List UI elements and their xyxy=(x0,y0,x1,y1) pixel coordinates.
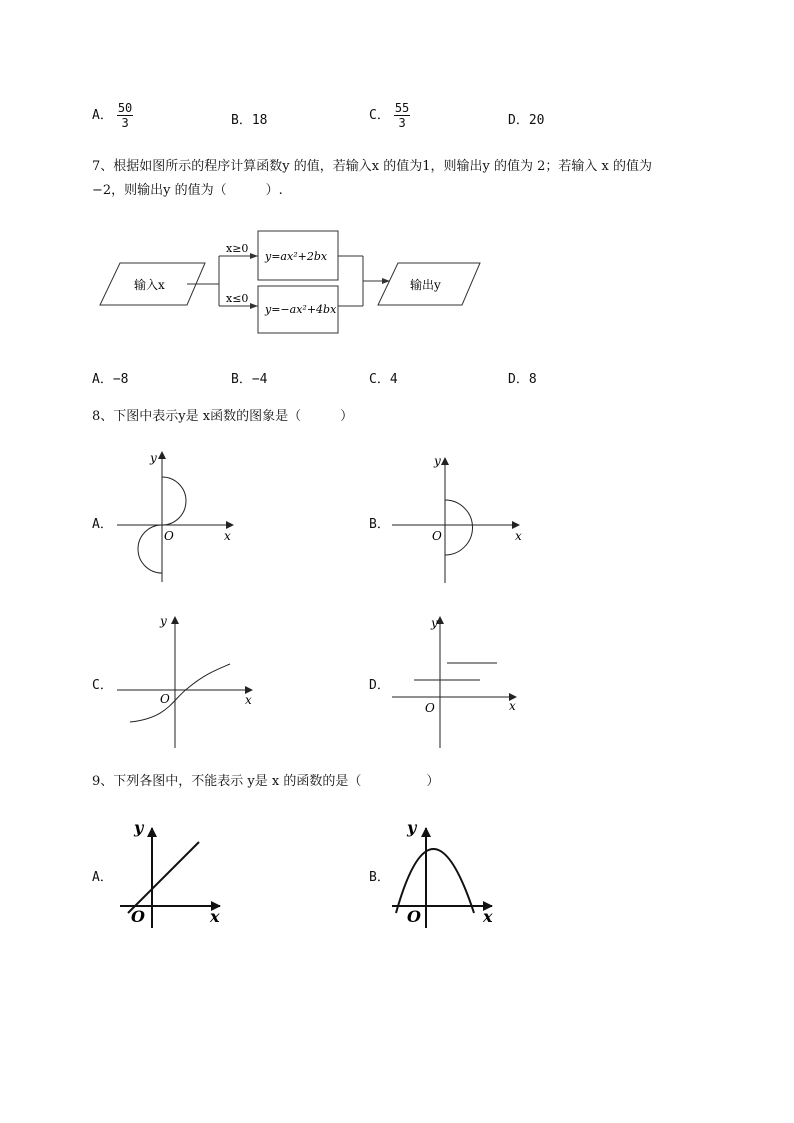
q9-option-a[interactable]: A． xyxy=(92,870,113,885)
flow-cond-top: x≥0 xyxy=(226,242,249,255)
y-label: y xyxy=(160,614,167,628)
denominator: 3 xyxy=(398,116,406,130)
flow-formula-top: y=ax²+2bx xyxy=(265,250,328,263)
q8-option-a[interactable]: A． xyxy=(92,517,113,532)
numerator: 50 xyxy=(117,101,133,115)
x-label: x xyxy=(509,699,516,713)
q8-stem: 8、下图中表示y是 x函数的图象是（ ） xyxy=(92,409,354,424)
q6-option-d[interactable]: D．20 xyxy=(508,113,545,128)
y-label: y xyxy=(407,818,417,837)
x-label: x xyxy=(210,907,220,926)
q6-option-b[interactable]: B．18 xyxy=(231,113,268,128)
q7-line2: −2，则输出y 的值为（ ）. xyxy=(92,183,283,198)
q9-option-b[interactable]: B． xyxy=(369,870,390,885)
x-label: x xyxy=(245,693,252,707)
y-label: y xyxy=(434,454,441,468)
origin-label: O xyxy=(407,907,421,926)
q7-option-c[interactable]: C．4 xyxy=(369,372,398,387)
flow-formula-bottom: y=−ax²+4bx xyxy=(265,303,337,316)
flow-output-text: 输出y xyxy=(410,278,441,292)
y-label: y xyxy=(431,616,438,630)
y-label: y xyxy=(150,451,157,465)
x-label: x xyxy=(483,907,493,926)
option-label: A． xyxy=(92,108,113,123)
flow-cond-bottom: x≤0 xyxy=(226,292,249,305)
q8-option-c[interactable]: C． xyxy=(92,678,113,693)
q7-option-b[interactable]: B．−4 xyxy=(231,372,268,387)
parabola xyxy=(396,849,474,913)
origin-label: O xyxy=(432,529,442,543)
option-label: C． xyxy=(369,108,390,123)
q9-stem: 9、下列各图中，不能表示 y是 x 的函数的是（ ） xyxy=(92,774,440,789)
x-label: x xyxy=(515,529,522,543)
q8-option-b[interactable]: B． xyxy=(369,517,390,532)
numerator: 55 xyxy=(394,101,410,115)
denominator: 3 xyxy=(121,116,129,130)
origin-label: O xyxy=(131,907,145,926)
flow-input-text: 输入x xyxy=(134,278,165,292)
origin-label: O xyxy=(164,529,174,543)
q7-option-d[interactable]: D．8 xyxy=(508,372,537,387)
q7-line1: 7、根据如图所示的程序计算函数y 的值，若输入x 的值为1，则输出y 的值为 2；若输入 x 的值为 xyxy=(92,159,652,174)
origin-label: O xyxy=(160,692,170,706)
x-label: x xyxy=(224,529,231,543)
q7-option-a[interactable]: A．−8 xyxy=(92,372,129,387)
q8-option-d[interactable]: D． xyxy=(369,678,390,693)
origin-label: O xyxy=(425,701,435,715)
y-label: y xyxy=(134,818,144,837)
straight-line xyxy=(128,842,199,913)
